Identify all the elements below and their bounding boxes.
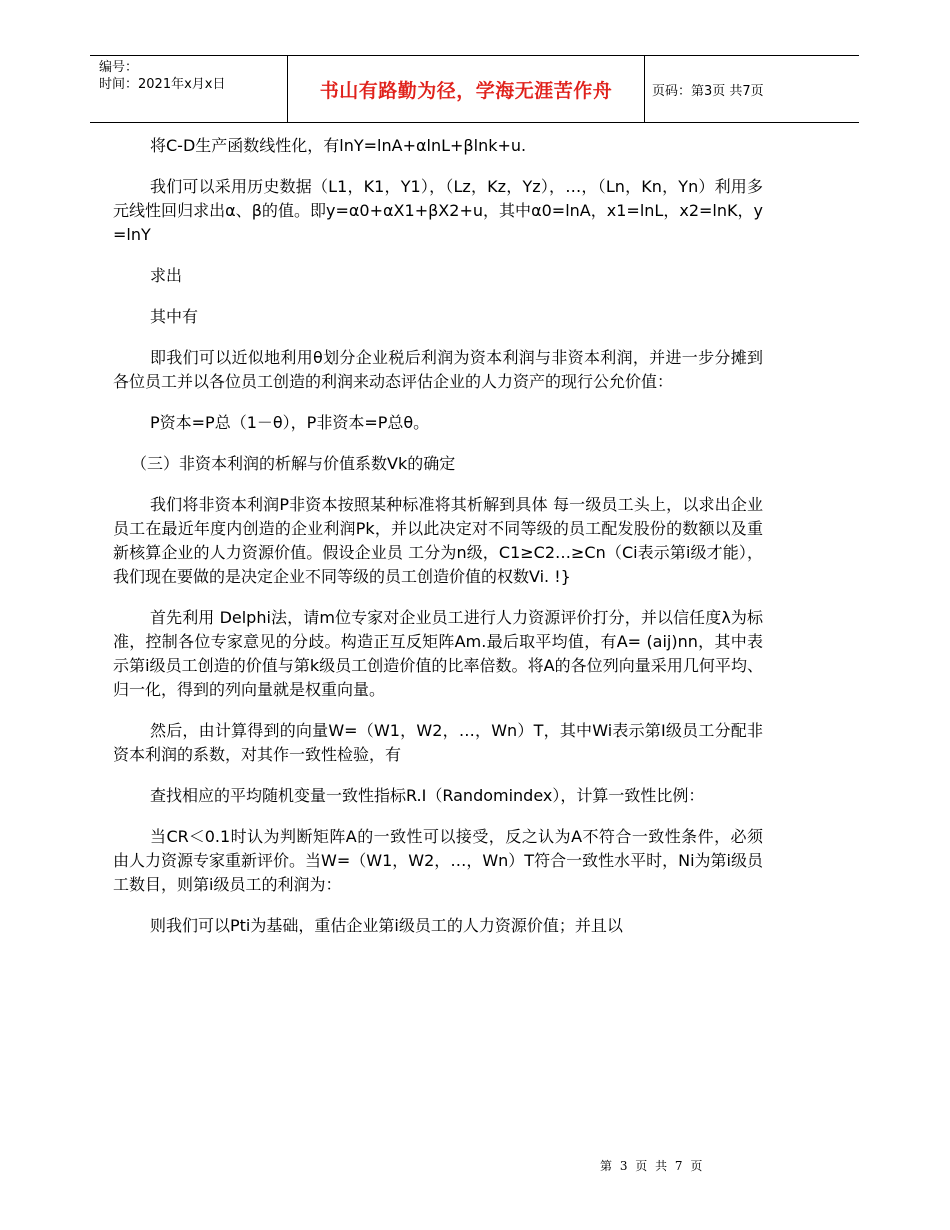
paragraph: 当CR＜0.1时认为判断矩阵A的一致性可以接受，反之认为A不符合一致性条件，必须由人力资源专家重新评价。当W=（W1，W2，…，Wn）T符合一致性水平时，Ni为第i级员工数目，则第i级员工的利润为：	[113, 827, 763, 894]
paragraph: 将C-D生产函数线性化，有lnY=lnA+αlnL+βlnk+u.	[150, 136, 527, 155]
motto-text: 书山有路勤为径，学海无涯苦作舟	[319, 79, 613, 102]
paragraph: 首先利用 Delphi法，请m位专家对企业员工进行人力资源评价打分，并以信任度λ为标准，控制各位专家意见的分歧。构造正互反矩阵Am.最后取平均值，有A= (aij)nn，其中表示第i级员工创造的价值与第k级员工创造价值的比率倍数。将A的各位列向量采用几何平均、归一化，得到的列向量就是权重向量。	[113, 608, 763, 699]
paragraph: 我们可以采用历史数据（L1，K1，Y1），（Lz，Kz，Yz），…，（Ln，Kn，Yn）利用多元线性回归求出α、β的值。即y=α0+αX1+βX2+u，其中α0=lnA，x1=lnL，x2=lnK，y=lnY	[113, 177, 763, 244]
paragraph: 然后，由计算得到的向量W=（W1，W2，…，Wn）T，其中Wi表示第I级员工分配非资本利润的系数，对其作一致性检验，有	[113, 721, 763, 764]
header-page-cell	[645, 56, 859, 122]
date-label: 时间：2021年x月x日	[99, 77, 226, 92]
paragraph: 其中有	[150, 307, 199, 326]
page-number-label: 页码：第3页 共7页	[652, 83, 764, 99]
section-heading: （三）非资本利润的析解与价值系数Vk的确定	[131, 454, 456, 473]
paragraph: 则我们可以Pti为基础，重估企业第i级员工的人力资源价值；并且以	[150, 916, 623, 935]
document-body	[113, 134, 763, 955]
page-header	[90, 55, 859, 123]
header-motto-cell	[287, 56, 645, 122]
paragraph: 求出	[150, 266, 183, 285]
page-footer: 第 3 页 共 7 页	[600, 1159, 705, 1173]
paragraph: P资本=P总（1－θ），P非资本=P总θ。	[150, 413, 430, 432]
paragraph: 查找相应的平均随机变量一致性指标R.I（Randomindex），计算一致性比例：	[150, 786, 705, 805]
paragraph: 即我们可以近似地利用θ划分企业税后利润为资本利润与非资本利润，并进一步分摊到各位员工并以各位员工创造的利润来动态评估企业的人力资产的现行公允价值：	[113, 348, 763, 391]
paragraph: 我们将非资本利润P非资本按照某种标准将其析解到具体 每一级员工头上，以求出企业员工在最近年度内创造的企业利润Pk，并以此决定对不同等级的员工配发股份的数额以及重新核算企业的人力资源价值。假设企业员 工分为n级，C1≥C2…≥Cn（Ci表示第i级才能），我们现在要做的是决定企业不同等级的员工创造价值的权数Vi. !}	[113, 495, 763, 586]
serial-number-label: 编号：	[99, 60, 139, 75]
header-info-cell	[90, 56, 287, 122]
